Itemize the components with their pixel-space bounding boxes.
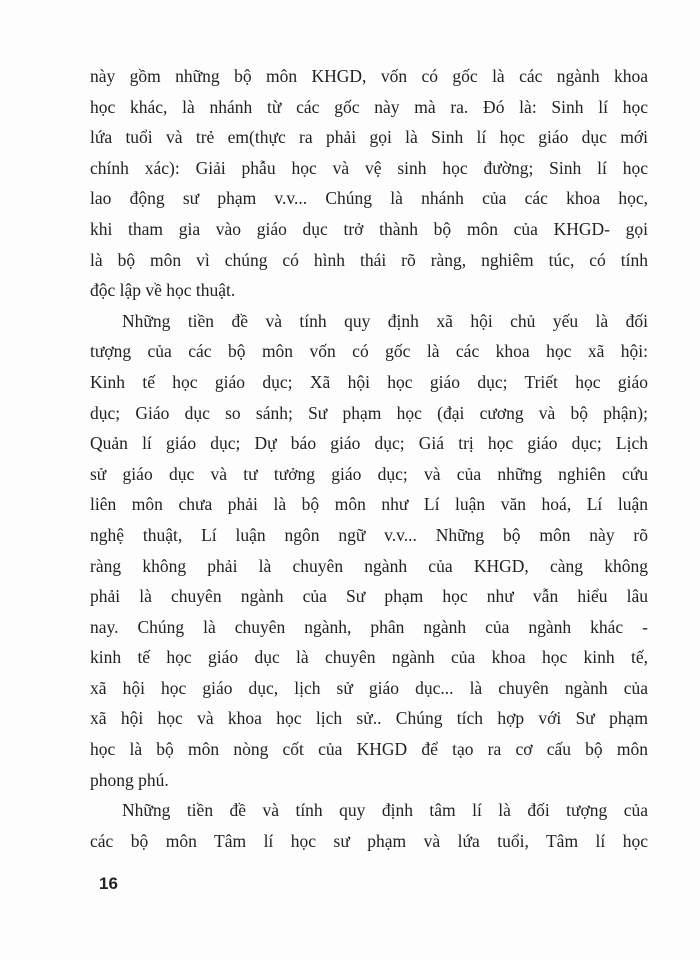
text-line: dục; Giáo dục so sánh; Sư phạm học (đại cương và bộ phận); xyxy=(90,402,648,423)
text-line: học khác, là nhánh từ các gốc này mà ra. Đó là: Sinh lí học xyxy=(90,96,648,117)
text-line: lao động sư phạm v.v... Chúng là nhánh của các khoa học, xyxy=(90,188,648,209)
text-line: xã hội học và khoa học lịch sử.. Chúng tích hợp với Sư phạm xyxy=(90,708,648,729)
paragraph xyxy=(90,306,648,796)
text-line: nghệ thuật, Lí luận ngôn ngữ v.v... Những bộ môn này rõ xyxy=(90,524,648,545)
text-line: chính xác): Giải phẫu học và vệ sinh học đường; Sinh lí học xyxy=(90,157,648,178)
text-line: này gồm những bộ môn KHGD, vốn có gốc là các ngành khoa xyxy=(90,66,648,86)
text-line: các bộ môn Tâm lí học sư phạm và lứa tuổi, Tâm lí học xyxy=(90,830,648,851)
body-text xyxy=(90,61,648,856)
text-line: phong phú. xyxy=(90,769,169,790)
paragraph xyxy=(90,61,648,306)
text-line: Kinh tế học giáo dục; Xã hội học giáo dục; Triết học giáo xyxy=(90,371,648,392)
text-line: kinh tế học giáo dục là chuyên ngành của khoa học kinh tế, xyxy=(90,647,648,668)
page-number: 16 xyxy=(99,874,118,893)
text-line: phải là chuyên ngành của Sư phạm học như vẫn hiểu lâu xyxy=(90,586,648,607)
text-line: là bộ môn vì chúng có hình thái rõ ràng, nghiêm túc, có tính xyxy=(90,249,648,270)
text-line: tượng của các bộ môn vốn có gốc là các khoa học xã hội: xyxy=(90,341,648,362)
text-line: lứa tuổi và trẻ em(thực ra phải gọi là Sinh lí học giáo dục mới xyxy=(90,127,648,148)
text-line: nay. Chúng là chuyên ngành, phân ngành của ngành khác - xyxy=(90,616,648,637)
text-line: ràng không phải là chuyên ngành của KHGD, càng không xyxy=(90,555,648,576)
text-line: xã hội học giáo dục, lịch sử giáo dục... là chuyên ngành của xyxy=(90,677,648,698)
text-line: học là bộ môn nòng cốt của KHGD để tạo ra cơ cấu bộ môn xyxy=(90,739,648,760)
text-line: Những tiền đề và tính quy định tâm lí là đối tượng của xyxy=(122,800,648,821)
text-line: Những tiền đề và tính quy định xã hội chủ yếu là đối xyxy=(122,310,648,331)
text-line: liên môn chưa phải là bộ môn như Lí luận văn hoá, Lí luận xyxy=(90,494,648,515)
text-line: độc lập về học thuật. xyxy=(90,280,236,301)
text-line: khi tham gia vào giáo dục trở thành bộ môn của KHGD- gọi xyxy=(90,218,648,239)
text-line: sử giáo dục và tư tưởng giáo dục; và của những nghiên cứu xyxy=(90,463,648,484)
text-line: Quản lí giáo dục; Dự báo giáo dục; Giá trị học giáo dục; Lịch xyxy=(90,433,648,454)
paragraph xyxy=(90,795,648,856)
